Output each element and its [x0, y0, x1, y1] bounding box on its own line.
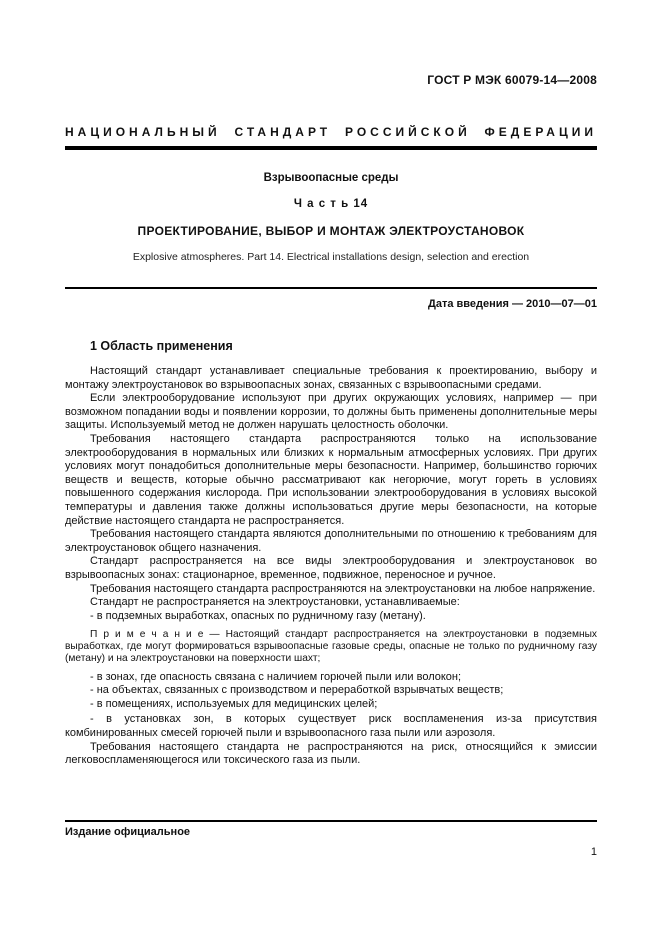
section-heading: 1 Область применения — [90, 339, 233, 353]
paragraph: Требования настоящего стандарта распространяются на электроустановки на любое напряжение. — [90, 582, 596, 595]
paragraph: Если электрооборудование используют при других окружающих условиях, например — при возможном попадании воды и появлении коррозии, то должны быть применены дополнительные меры защиты. Используемый метод не должен нарушать целостность оболочки. — [65, 392, 597, 432]
list-item: - в зонах, где опасность связана с наличием горючей пыли или волокон; — [90, 670, 462, 683]
paragraph: Требования настоящего стандарта распространяются только на использование электрооборудования в нормальных или близких к нормальным атмосферных условиях. При других условиях могут понадобиться дополнительные меры безопасности. Например, большинство горючих веществ и веществ, которые обычно рассматривают как негорючие, могут гореть в условиях повышенного содержания кислорода. При использовании электрооборудования в условиях высокой температуры и давления также должны использоваться другие меры безопасности, на которые действие настоящего стандарта не распространяется. — [65, 432, 597, 527]
list-item: - в установках зон, в которых существует риск воспламенения из-за присутствия комбинированных смесей горючей пыли и взрывоопасного газа пыли или аэрозоля. — [65, 713, 597, 740]
subject-title: Взрывоопасные среды — [263, 172, 399, 184]
paragraph: Стандарт не распространяется на электроустановки, устанавливаемые: — [90, 596, 460, 609]
paragraph: Настоящий стандарт устанавливает специальные требования к проектированию, выбору и монтажу электроустановок во взрывоопасных зонах, связанных с взрывоопасными средами. — [65, 365, 597, 391]
edition-note: Издание официальное — [65, 826, 191, 838]
list-item: - в подземных выработках, опасных по рудничному газу (метану). — [90, 609, 426, 622]
list-item: - в помещениях, используемых для медицинских целей; — [90, 697, 378, 710]
part-title: Ч а с т ь 14 — [293, 198, 369, 210]
doc-code: ГОСТ Р МЭК 60079-14—2008 — [427, 73, 597, 87]
page-number: 1 — [590, 846, 597, 858]
main-title: ПРОЕКТИРОВАНИЕ, ВЫБОР И МОНТАЖ ЭЛЕКТРОУСТАНОВОК — [137, 224, 525, 238]
paragraph: Требования настоящего стандарта не распространяются на риск, относящийся к эмиссии легковоспламеняющегося или токсического газа из пыли. — [65, 740, 597, 767]
note-paragraph: П р и м е ч а н и е — Настоящий стандарт распространяется на электроустановки в подземных выработках, где могут формироваться взрывоопасные газовые среды, опасные не только по рудничному газу (метану) и на электроустановки на поверхности шахт; — [65, 629, 597, 664]
federation-banner: НАЦИОНАЛЬНЫЙ СТАНДАРТ РОССИЙСКОЙ ФЕДЕРАЦИИ — [65, 125, 597, 139]
body-text — [65, 365, 597, 768]
header-rule — [65, 146, 597, 150]
footer-rule — [65, 820, 597, 822]
english-title: Explosive atmospheres. Part 14. Electrical installations design, selection and erection — [132, 251, 530, 263]
list-item: - на объектах, связанных с производством и переработкой взрывчатых веществ; — [90, 684, 504, 697]
effective-date: Дата введения — 2010—07—01 — [428, 298, 597, 310]
paragraph: Требования настоящего стандарта являются дополнительными по отношению к требованиям для электроустановок общего назначения. — [65, 528, 597, 554]
title-separator-rule — [65, 287, 597, 289]
paragraph: Стандарт распространяется на все виды электрооборудования и электроустановок во взрывоопасных зонах: стационарное, временное, подвижное, переносное и ручное. — [65, 555, 597, 581]
